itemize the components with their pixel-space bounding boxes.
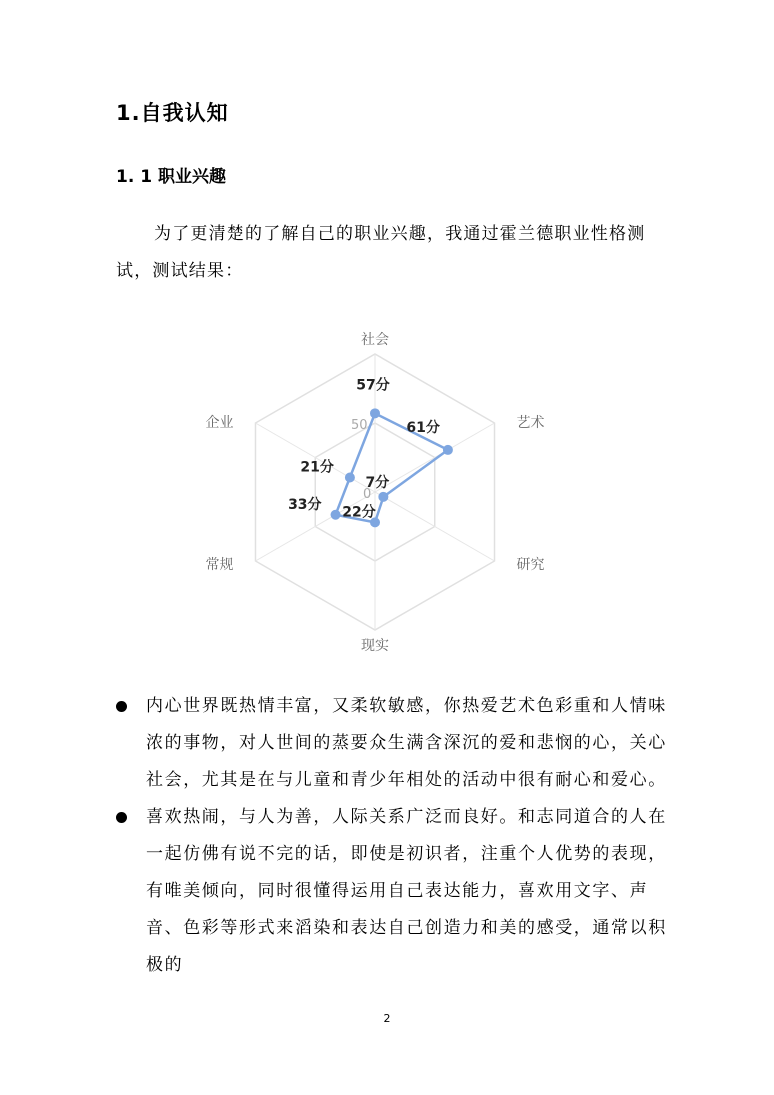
radar-axis-label: 现实 [361,638,389,654]
radar-data-point [378,492,388,502]
bullet-item [116,799,676,984]
intro-paragraph: 为了更清楚的了解自己的职业兴趣，我通过霍兰德职业性格测试，测试结果： [116,224,646,281]
radar-axis-label: 常规 [205,557,234,573]
section-heading: 1.自我认知 [116,101,229,125]
radar-axis-label: 艺术 [516,415,545,431]
radar-data-point [443,445,453,455]
radar-value-label: 7分 [365,474,390,491]
subsection-heading: 1. 1 职业兴趣 [116,167,226,187]
radar-data-point [345,473,355,483]
radar-value-label: 22分 [342,504,376,521]
radar-value-label: 61分 [406,419,440,436]
radar-tick-label: 50 [351,418,368,433]
bullet-item [116,688,676,799]
radar-data-point [331,510,341,520]
radar-data-point [370,408,380,418]
radar-value-label: 33分 [288,496,322,513]
holland-radar-chart [180,322,580,672]
bullet-text: 喜欢热闹，与人为善，人际关系广泛而良好。和志同道合的人在一起仿佛有说不完的话，即使是初识者，注重个人优势的表现，有唯美倾向，同时很懂得运用自己表达能力，喜欢用文字、声音、色彩等形式来滔染和表达自己创造力和美的感受，通常以积极的 [146,807,667,975]
bullet-dot-icon [116,812,127,823]
radar-value-label: 57分 [356,377,390,394]
radar-axis-label: 研究 [516,557,545,573]
radar-axis-label: 社会 [361,332,389,348]
bullet-text: 内心世界既热情丰富，又柔软敏感，你热爱艺术色彩重和人情味浓的事物，对人世间的蒸要众生满含深沉的爱和悲悯的心，关心社会，尤其是在与儿童和青少年相处的活动中很有耐心和爱心。 [146,696,667,790]
bullet-list [116,688,676,984]
radar-axis-label: 企业 [205,415,234,431]
radar-value-label: 21分 [300,459,334,476]
bullet-dot-icon [116,701,127,712]
page-number: 2 [383,1012,391,1025]
radar-tick-label: 0 [363,487,372,502]
